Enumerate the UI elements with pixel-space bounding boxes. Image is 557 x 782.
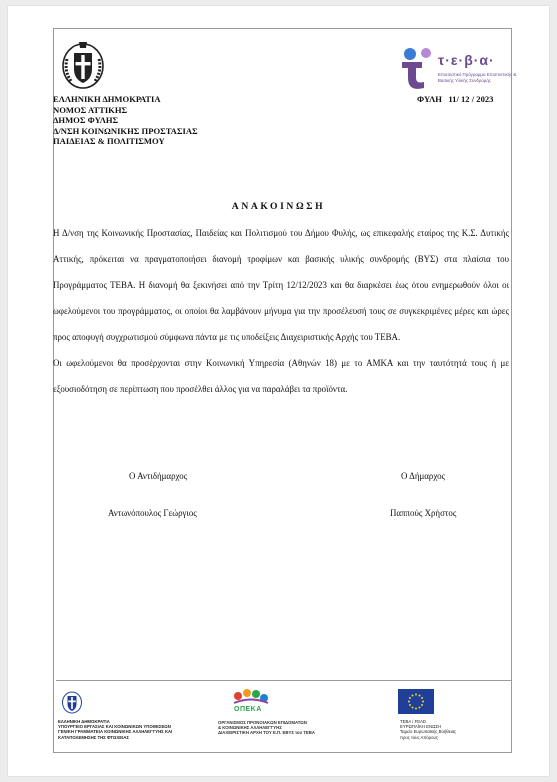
issuer-line: ΠΑΙΔΕΙΑΣ & ΠΟΛΙΤΙΣΜΟΥ [53, 136, 165, 146]
eu-star [419, 707, 421, 709]
footer-eu-line: ΤΕΒΑ / FEAD [400, 719, 427, 724]
issuer-block [53, 94, 198, 147]
footer-divider [56, 680, 511, 681]
signature-left-title: Ο Αντιδήμαρχος [129, 471, 188, 481]
eu-star [422, 701, 424, 703]
signature-left-name: Αντωνόπουλος Γεώργιος [108, 508, 197, 518]
issuer-line: Δ/ΝΣΗ ΚΟΙΝΩΝΙΚΗΣ ΠΡΟΣΤΑΣΙΑΣ [53, 125, 198, 136]
eu-star [415, 694, 417, 696]
footer-eu-line: Ταμείο Ευρωπαϊκής Βοήθειας [400, 729, 457, 735]
document-title: ΑΝΑΚΟΙΝΩΣΗ [231, 201, 326, 212]
eu-star [408, 701, 410, 703]
eu-star [421, 697, 423, 699]
footer-opeka-line: ΔΙΑΧΕΙΡΙΣΤΙΚΗ ΑΡΧΗ ΤΟΥ Ε.Π. ΕΒΥΣ του ΤΕΒΑ [218, 730, 315, 736]
issuer-line: ΔΗΜΟΣ ΦΥΛΗΣ [53, 115, 119, 125]
signature-right-name: Παππούς Χρήστος [390, 508, 457, 518]
eu-star [409, 697, 411, 699]
footer-ministry-line: ΕΛΛΗΝΙΚΗ ΔΗΜΟΚΡΑΤΙΑ [58, 719, 110, 724]
place-date: ΦΥΛΗ 11/ 12 / 2023 [417, 94, 494, 104]
eu-star [419, 694, 421, 696]
footer-ministry-line: ΥΠΟΥΡΓΕΙΟ ΕΡΓΑΣΙΑΣ ΚΑΙ ΚΟΙΝΩΝΙΚΩΝ ΥΠΟΘΕΣΕΩΝ [58, 724, 171, 730]
eu-star [412, 707, 414, 709]
opeka-logo-text: ΟΠΕΚΑ [234, 706, 262, 713]
document-page [8, 6, 549, 776]
teva-logo-text: τ·ε·β·α· [438, 52, 495, 68]
eu-star [415, 708, 417, 710]
footer-opeka-text [218, 720, 315, 736]
footer-eu-text [400, 719, 456, 740]
footer-opeka-line: & ΚΟΙΝΩΝΙΚΗΣ ΑΛΛΗΛΕΓΓΥΗΣ [218, 725, 282, 731]
footer-ministry-line: ΚΑΤΑΠΟΛΕΜΗΣΗΣ ΤΗΣ ΦΤΩΧΕΙΑΣ [58, 734, 129, 740]
issuer-line: ΕΛΛΗΝΙΚΗ ΔΗΜΟΚΡΑΤΙΑ [53, 94, 161, 104]
body-paragraph: Η Δ/νση της Κοινωνικής Προστασίας, Παιδείας και Πολιτισμού του Δήμου Φυλής, ως επικεφαλής εταίρος της Κ.Σ. Δυτικής Αττικής, πρόκειται να πραγματοποιήσει διανομή τροφίμων και βασικής υλικής συνδρομής (ΒΥΣ) στα πλαίσια του Προγράμματος ΤΕΒΑ. Η διανομή θα ξεκινήσει από την Τρίτη 12/12/2023 και θα διαρκέσει έως ότου ενημερωθούν όλοι οι ωφελούμενοι του προγράμματος, οι οποίοι θα λαμβάνουν μήνυμα για την προσέλευσή τους σε συγκεκριμένες μέρες και ώρες προς αποφυγή συγχρωτισμού σύμφωνα πάντα με τις υποδείξεις Διαχειριστικής Αρχής του ΤΕΒΑ. [53, 228, 509, 342]
footer-eu-line: προς τους Απόρους [400, 734, 438, 740]
signature-right-title: Ο Δήμαρχος [401, 471, 446, 481]
footer-eu-line: ΕΥΡΩΠΑΪΚΗ ΕΝΩΣΗ [400, 724, 442, 730]
footer-ministry-text [58, 719, 172, 740]
eu-star [409, 704, 411, 706]
eu-flag-icon [398, 689, 434, 714]
announcement-body [53, 220, 509, 402]
issuer-line: ΝΟΜΟΣ ΑΤΤΙΚΗΣ [53, 104, 128, 115]
eu-star [412, 694, 414, 696]
footer-opeka-line: ΟΡΓΑΝΙΣΜΟΣ ΠΡΟΝΟΙΑΚΩΝ ΕΠΙΔΟΜΑΤΩΝ [218, 720, 307, 725]
teva-logo-subtitle: Επισιτιστικό Πρόγραμμα Επισιτιστικής & Βασικής Υλικής Συνδρομής [438, 72, 517, 83]
body-paragraph: Οι ωφελούμενοι θα προσέρχονται στην Κοινωνική Υπηρεσία (Αθηνών 18) με το ΑΜΚΑ και την ταυτότητά τους ή με εξουσιοδότηση σε περίπτωση που προσέλθει άλλος για να παραλάβει τα προϊόντα. [53, 358, 509, 394]
eu-star [421, 704, 423, 706]
footer-ministry-line: ΓΕΝΙΚΗ ΓΡΑΜΜΑΤΕΙΑ ΚΟΙΝΩΝΙΚΗΣ ΑΛΛΗΛΕΓΓΥΗΣ ΚΑΙ [58, 729, 173, 735]
greek-emblem-small-icon [61, 689, 83, 714]
greek-emblem-icon [62, 39, 104, 89]
